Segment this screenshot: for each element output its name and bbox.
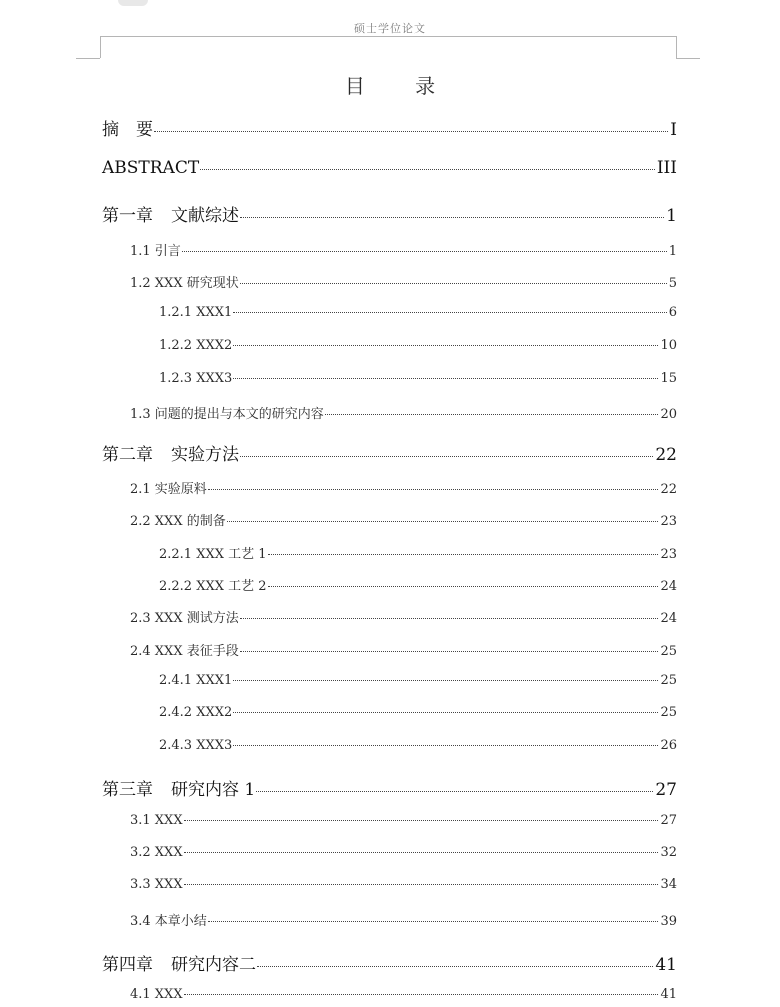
toc-entry-label: 1.2 XXX 研究现状 — [130, 276, 239, 291]
toc-page-number: 39 — [660, 914, 677, 929]
toc-page-number: 27 — [660, 813, 677, 828]
toc-chapter-entry[interactable] — [102, 158, 677, 178]
toc-subsection-entry[interactable] — [159, 338, 677, 353]
toc-dot-leader — [233, 345, 658, 346]
toc-page-number: 20 — [660, 407, 677, 422]
toc-entry-label: 2.3 XXX 测试方法 — [130, 611, 239, 626]
toc-subsection-entry[interactable] — [159, 705, 677, 720]
toc-entry-label: 2.2.2 XXX 工艺 2 — [159, 579, 267, 594]
toc-entry-label — [102, 440, 239, 465]
toc-page-number: 1 — [668, 244, 677, 259]
toc-chapter-title: 研究内容二 — [171, 955, 256, 975]
toc-page-number: 1 — [666, 206, 677, 226]
toc-subsection-entry[interactable] — [159, 305, 677, 320]
toc-page-number: 23 — [660, 547, 677, 562]
toc-chapter-number: 第二章 — [102, 445, 153, 465]
toc-dot-leader — [233, 745, 658, 746]
toc-chapter-title: 文献综述 — [171, 206, 239, 226]
toc-page-number: 22 — [660, 482, 677, 497]
toc-section-entry[interactable] — [130, 640, 677, 659]
toc-page-number: 22 — [655, 445, 677, 465]
toc-chapter-entry[interactable] — [102, 201, 677, 226]
toc-section-entry[interactable] — [130, 607, 677, 626]
header-rule — [100, 36, 677, 58]
toc-page-number: 25 — [660, 644, 677, 659]
toc-dot-leader — [256, 791, 653, 792]
toc-dot-leader — [227, 521, 659, 522]
toc-entry-label: 2.2.1 XXX 工艺 1 — [159, 547, 267, 562]
toc-subsection-entry[interactable] — [159, 371, 677, 386]
toc-entry-label: 1.2.3 XXX3 — [159, 371, 233, 386]
toc-dot-leader — [208, 921, 659, 922]
header-rule-left-arm — [76, 58, 100, 59]
toc-page-number: 5 — [668, 276, 677, 291]
toc-section-entry[interactable] — [130, 510, 677, 529]
toc-chapter-entry[interactable] — [102, 775, 677, 800]
toc-chapter-number: 第三章 — [102, 780, 153, 800]
toc-entry-label — [102, 775, 255, 800]
toc-page-number: 41 — [655, 955, 677, 975]
toc-page-number: 24 — [660, 579, 677, 594]
toc-dot-leader — [154, 131, 668, 132]
toc-entry-label: 2.4 XXX 表征手段 — [130, 644, 239, 659]
toc-chapter-entry[interactable] — [102, 115, 677, 140]
toc-page-number: III — [656, 158, 677, 178]
toc-dot-leader — [233, 680, 658, 681]
toc-dot-leader — [325, 414, 659, 415]
toc-dot-leader — [257, 966, 653, 967]
toc-entry-label — [102, 950, 256, 975]
toc-page-number: 34 — [660, 877, 677, 892]
toc-section-entry[interactable] — [130, 813, 677, 828]
toc-chapter-title: 实验方法 — [171, 445, 239, 465]
toc-entry-label: 2.4.2 XXX2 — [159, 705, 233, 720]
toc-dot-leader — [268, 586, 659, 587]
toc-entry-label: 1.2.2 XXX2 — [159, 338, 233, 353]
toc-entry-label: 2.1 实验原料 — [130, 482, 207, 497]
header-rule-right-arm — [676, 58, 700, 59]
toc-dot-leader — [233, 378, 658, 379]
toc-entry-label: 3.2 XXX — [130, 845, 183, 860]
toc-dot-leader — [184, 852, 659, 853]
toc-page-number: 26 — [660, 738, 677, 753]
toc-dot-leader — [200, 169, 655, 170]
toc-subsection-entry[interactable] — [159, 738, 677, 753]
toc-title: 目 录 — [344, 74, 458, 98]
toc-section-entry[interactable] — [130, 240, 677, 259]
toc-chapter-entry[interactable] — [102, 440, 677, 465]
toc-entry-label: 2.4.1 XXX1 — [159, 673, 233, 688]
toc-dot-leader — [184, 994, 659, 995]
toc-entry-label — [102, 201, 239, 226]
toc-dot-leader — [240, 283, 667, 284]
toc-dot-leader — [233, 712, 658, 713]
toc-chapter-title: 研究内容 1 — [171, 780, 256, 800]
toc-dot-leader — [240, 217, 664, 218]
toc-entry-label: 3.4 本章小结 — [130, 914, 207, 929]
toc-entry-label: 1.2.1 XXX1 — [159, 305, 233, 320]
toc-page-number: 23 — [660, 514, 677, 529]
toc-chapter-number: 第一章 — [102, 206, 153, 226]
toc-entry-label: 3.1 XXX — [130, 813, 183, 828]
toc-entry-label: 1.1 引言 — [130, 244, 181, 259]
toc-chapter-entry[interactable] — [102, 950, 677, 975]
toc-section-entry[interactable] — [130, 272, 677, 291]
toc-dot-leader — [268, 554, 659, 555]
toc-entry-label: 2.2 XXX 的制备 — [130, 514, 226, 529]
toc-subsection-entry[interactable] — [159, 575, 677, 594]
toc-chapter-number: 第四章 — [102, 955, 153, 975]
toc-page-number: 15 — [660, 371, 677, 386]
running-head: 硕士学位论文 — [354, 22, 426, 35]
toc-page-number: I — [670, 120, 677, 140]
toc-entry-label: 2.4.3 XXX3 — [159, 738, 233, 753]
toc-page-number: 24 — [660, 611, 677, 626]
toc-page-number: 27 — [655, 780, 677, 800]
toc-subsection-entry[interactable] — [159, 543, 677, 562]
toc-section-entry[interactable] — [130, 877, 677, 892]
toc-dot-leader — [233, 312, 666, 313]
toc-page-number: 10 — [660, 338, 677, 353]
toc-dot-leader — [184, 884, 659, 885]
toc-dot-leader — [208, 489, 659, 490]
toc-page-number: 25 — [660, 705, 677, 720]
toc-page-number: 6 — [668, 305, 677, 320]
toc-section-entry[interactable] — [130, 910, 677, 929]
toc-entry-label: ABSTRACT — [102, 158, 200, 178]
toc-dot-leader — [240, 618, 659, 619]
toc-dot-leader — [182, 251, 667, 252]
toc-page-number: 32 — [660, 845, 677, 860]
toc-dot-leader — [240, 651, 659, 652]
toc-entry-label: 摘 要 — [102, 120, 153, 140]
toc-subsection-entry[interactable] — [159, 673, 677, 688]
toc-page-number: 41 — [660, 987, 677, 1002]
toc-dot-leader — [184, 820, 659, 821]
toc-dot-leader — [240, 456, 653, 457]
toc-section-entry[interactable] — [130, 845, 677, 860]
toc-entry-label: 4.1 XXX — [130, 987, 183, 1002]
toc-section-entry[interactable] — [130, 478, 677, 497]
toc-section-entry[interactable] — [130, 987, 677, 1002]
toc-entry-label: 3.3 XXX — [130, 877, 183, 892]
page-top-mark — [118, 0, 148, 6]
toc-section-entry[interactable] — [130, 403, 677, 422]
toc-entry-label: 1.3 问题的提出与本文的研究内容 — [130, 407, 324, 422]
toc-page-number: 25 — [660, 673, 677, 688]
